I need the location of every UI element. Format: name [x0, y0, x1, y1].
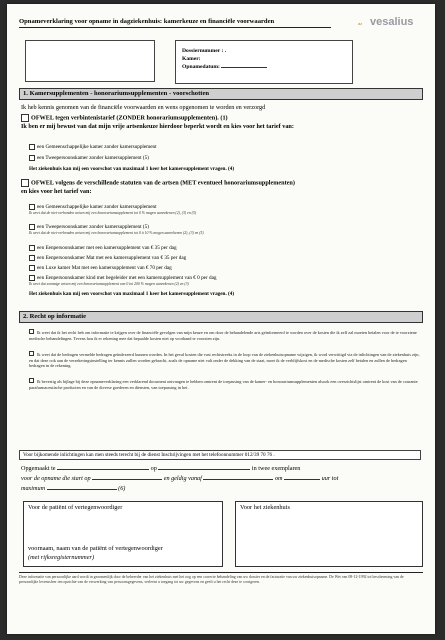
opgemaakt-line-1	[21, 465, 300, 472]
option2-item-2-checkbox[interactable]	[29, 224, 35, 230]
opnamedatum-line[interactable]	[221, 67, 267, 68]
option1-item-2-label: een Tweepersoonskamer zonder kamersupplement (5)	[37, 155, 149, 162]
maximum-label: maximum	[21, 485, 46, 492]
option2-item-4-checkbox[interactable]	[29, 255, 35, 261]
hospital-logo: vesalius	[370, 16, 414, 28]
patient-name-label: voornaam, naam van de patiënt of vertegenwoordiger	[28, 545, 163, 552]
opgemaakt-te-label: Opgemaakt te	[21, 465, 56, 472]
option1-sub: Ik ben er mij bewust van dat mijn vrije artsenkeuze hierdoor beperkt wordt en kies voor het tarief van:	[21, 123, 294, 130]
option2-title	[21, 179, 295, 187]
patient-signature-box[interactable]	[23, 501, 223, 567]
logo-prefix: az	[358, 21, 363, 26]
start-label: voor de opname die start op	[21, 475, 91, 482]
option2-item-1-label: een Gemeenschappelijke kamer zonder kamersupplement	[37, 204, 157, 211]
option2-item-3-label: een Eenpersoonskamer met een kamersupplement van € 35 per dag	[37, 245, 177, 252]
option1-item-1	[29, 144, 157, 150]
option1-item-1-checkbox[interactable]	[29, 144, 35, 150]
option2-item-6	[29, 275, 216, 281]
option1-checkbox[interactable]	[21, 114, 29, 122]
bullet-box-icon	[29, 351, 34, 356]
option2-item-3-checkbox[interactable]	[29, 245, 35, 251]
document-title: Opnameverklaring voor opname in dagziekenhuis: kamerkeuze en financiële voorwaarden	[19, 18, 275, 25]
section1-intro: Ik heb kennis genomen van de financiële voorwaarden en wens opgenomen te worden en verzorgd	[21, 104, 266, 111]
section2-heading: 2. Recht op informatie	[19, 311, 423, 323]
geldig-vanaf-label: en geldig vanaf	[163, 475, 202, 482]
dossier-label: Dossiernummer :	[182, 48, 224, 54]
section2-bullet-2-text: Ik weet dat de bedragen vermelde bedragen geïndexeerd kunnen worden. In het geval kosten die vast rechtstreeks in de loop van de ziekenhuisopname wijzigen, ik word verwittigd via de inlichtingen van de ziekenhuis zijn, en dat deze ook aan de verzekeringsinstelling ter kennis zullen worden gebracht, zoals de opname niet valt onder de dekking van de staat, moet ik de verblijfskost en de medische kosten zelf betalen en zullen de bedragen bedragen in de rekening.	[29, 352, 420, 369]
option2-item-1-checkbox[interactable]	[29, 204, 35, 210]
option2-checkbox[interactable]	[21, 179, 29, 187]
option2-sub: en kies voor het tarief van:	[21, 188, 92, 195]
option1-item-2	[29, 155, 149, 161]
option2-title-text: OFWEL volgens de verschillende statuten van de artsen (MET eventueel honorariumsupplementen)	[31, 179, 295, 187]
option1-item-1-label: een Gemeenschappelijke kamer zonder kamersupplement	[37, 144, 157, 151]
section2-bullet-3-text: Ik bevestig als bijlage bij deze opnameverklaring een verklarend document ontvangen te hebben omtrent de toepassing van de kamer- en honorariumsupplementen alsook een overzichtslijst omtrent de kost van de courante parafarmaceutische producten en van de diverse goederen en diensten, van toepassing in het .	[29, 379, 418, 390]
option2-item-2-label: een Tweepersoonskamer zonder kamersupplement (5)	[37, 224, 149, 231]
document-page	[7, 4, 435, 634]
title-rule	[19, 27, 331, 28]
option2-item-3	[29, 245, 177, 251]
hospital-signature-title: Voor het ziekenhuis	[240, 504, 290, 511]
start-date-field[interactable]	[92, 479, 162, 480]
uur-tot-label: uur tot	[321, 475, 339, 482]
privacy-footer: Deze informatie van persoonlijke aard wordt in gezamenlijk door de beheerder van het ziekenhuis met het oog op een correcte behandeling van uw dossier en de facturatie van uw ziekenhuisopname. De Wet van 08-12-1992 tot bescherming van de persoonlijke levenssfeer ten opzichte van de verwerking van persoonsgegevens, verleent u toegang tot uw gegevens en geeft u het recht deze te corrigeren.	[19, 575, 404, 584]
footnote-6: (6)	[118, 485, 126, 492]
bullet-box-icon	[29, 329, 34, 334]
option2-item-6-note: Ik weet dat sommige artsen mij een honorariumsupplement van 0 tot 200 % mogen aanrekenen (2) en (3)	[29, 282, 189, 286]
option2-item-6-label: een Eenpersoonskamer kind met begeleider met een kamersupplement van € 0 per dag	[37, 275, 217, 282]
option2-item-4-label: een Eenpersoonskamer Mat met een kamersupplement van € 35 per dag	[37, 255, 187, 262]
om-label: om	[274, 475, 283, 482]
place-field[interactable]	[57, 469, 149, 470]
section2-bullet-1-text: Ik weet dat ik het recht heb om informatie te krijgen over de financiële gevolgen van mijn keuze en om door de behandelende arts geïnformeerd te worden over de kosten die ik zelf zal moeten betalen voor de te voorziene medische behandelingen. Tevens hou ik er rekening mee dat bepaalde kosten niet op voorhand te voorzien zijn.	[29, 330, 417, 341]
option1-title	[21, 114, 228, 122]
option2-item-2	[29, 224, 149, 230]
patient-signature-title: Voor de patiënt of vertegenwoordiger	[28, 504, 123, 511]
section2-bullet-1	[29, 329, 421, 341]
valid-from-field[interactable]	[203, 479, 273, 480]
option2-item-5-label: een Luxe kamer Mat met een kamersupplement van € 70 per dag	[37, 265, 172, 272]
bullet-box-icon	[29, 378, 34, 383]
info-line: Voor bijkomende inlichtingen kan men steeds terecht bij de dienst Inschrijvingen met het telefoonnummer 012/39 70 76 .	[19, 450, 421, 460]
time-field[interactable]	[284, 479, 320, 480]
date-field[interactable]	[158, 469, 250, 470]
opnamedatum-label: Opnamedatum:	[182, 64, 220, 70]
footer-rule	[19, 572, 423, 573]
dossier-value: .	[224, 48, 227, 54]
section2-bullet-3	[29, 378, 421, 390]
exemplaren-label: in twee exemplaren	[251, 465, 301, 472]
option1-title-text: OFWEL tegen verbintenistarief (ZONDER honorariumsupplementen). (1)	[31, 114, 228, 122]
opgemaakt-line-3	[21, 485, 125, 492]
option2-item-2-note: Ik weet dat de niet-verbonden artsen mij een honorariumsupplement tot 0 à 10 % mogen aanrekenen (2), (3) en (5)	[29, 231, 204, 235]
barcode-box	[25, 40, 155, 82]
hospital-signature-box[interactable]	[235, 501, 423, 567]
op-label: op	[150, 465, 157, 472]
option1-note: Het ziekenhuis kan mij een voorschot van maximaal 1 keer het kamersupplement vragen. (4)	[29, 166, 235, 172]
option2-item-5	[29, 265, 172, 271]
option2-item-4	[29, 255, 186, 261]
section2-bullet-2	[29, 351, 421, 369]
rijksregister-label: (met rijksregisternummer)	[28, 554, 95, 561]
kamer-label: Kamer:	[182, 56, 201, 62]
maximum-field[interactable]	[47, 489, 117, 490]
option2-item-1-note: Ik weet dat de niet-verbonden artsen mij een honorariumsupplement tot 0 % mogen aanrekenen (2), (3) en (5)	[29, 211, 197, 215]
option2-item-6-checkbox[interactable]	[29, 275, 35, 281]
patient-fields	[182, 47, 267, 71]
option2-note: Het ziekenhuis kan mij een voorschot van maximaal 1 keer het kamersupplement vragen. (4)	[29, 291, 235, 297]
opgemaakt-line-2	[21, 475, 338, 482]
section1-heading: 1. Kamersupplementen - honorariumsupplementen - voorschotten	[19, 88, 423, 100]
option2-item-1	[29, 204, 157, 210]
option1-item-2-checkbox[interactable]	[29, 155, 35, 161]
option2-item-5-checkbox[interactable]	[29, 265, 35, 271]
